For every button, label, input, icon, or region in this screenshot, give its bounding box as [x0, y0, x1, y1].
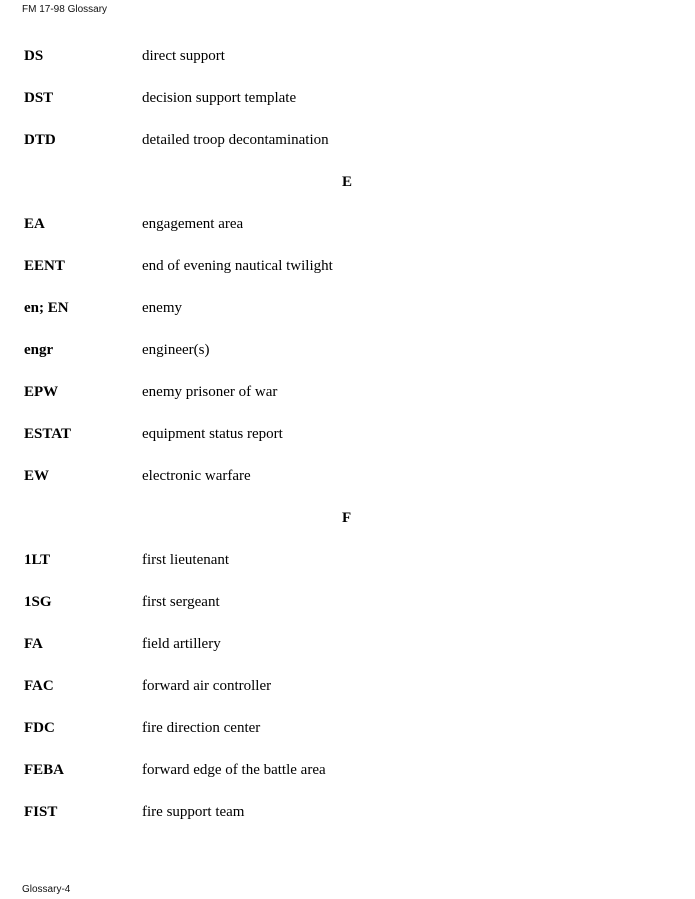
glossary-definition: first sergeant: [142, 594, 220, 610]
glossary-definition: end of evening nautical twilight: [142, 258, 333, 274]
glossary-entry: [0, 46, 695, 66]
glossary-definition: forward air controller: [142, 678, 272, 694]
glossary-entry: [0, 466, 695, 486]
page-footer: Glossary-4: [22, 884, 71, 895]
glossary-abbreviation: 1LT: [24, 552, 51, 568]
glossary-entry: [0, 802, 695, 822]
glossary-entry: [0, 760, 695, 780]
glossary-definition: enemy: [142, 300, 182, 316]
glossary-abbreviation: FEBA: [24, 762, 65, 778]
glossary-definition: forward edge of the battle area: [142, 762, 326, 778]
glossary-abbreviation: FAC: [24, 678, 54, 694]
glossary-definition: decision support template: [142, 90, 297, 106]
glossary-abbreviation: EW: [24, 468, 50, 484]
glossary-definition: fire support team: [142, 804, 245, 820]
glossary-abbreviation: FIST: [24, 804, 58, 820]
glossary-entry: [0, 214, 695, 234]
glossary-definition: first lieutenant: [142, 552, 230, 568]
glossary-abbreviation: DS: [24, 48, 44, 64]
glossary-definition: enemy prisoner of war: [142, 384, 278, 400]
glossary-abbreviation: engr: [24, 342, 54, 358]
glossary-definition: engineer(s): [142, 342, 210, 358]
glossary-entry: [0, 592, 695, 612]
glossary-entry: [0, 634, 695, 654]
glossary-abbreviation: 1SG: [24, 594, 52, 610]
glossary-abbreviation: FA: [24, 636, 43, 652]
glossary-entry: [0, 382, 695, 402]
glossary-abbreviation: FDC: [24, 720, 55, 736]
page-header: FM 17-98 Glossary: [22, 4, 108, 15]
glossary-abbreviation: DST: [24, 90, 54, 106]
glossary-definition: electronic warfare: [142, 468, 251, 484]
glossary-abbreviation: EENT: [24, 258, 65, 274]
glossary-abbreviation: EPW: [24, 384, 59, 400]
glossary-abbreviation: EA: [24, 216, 45, 232]
glossary-entry: [0, 718, 695, 738]
glossary-entry: [0, 424, 695, 444]
glossary-definition: engagement area: [142, 216, 244, 232]
glossary-definition: field artillery: [142, 636, 221, 652]
glossary-definition: fire direction center: [142, 720, 261, 736]
glossary-definition: equipment status report: [142, 426, 283, 442]
section-letter: F: [342, 510, 352, 526]
glossary-entry: [0, 130, 695, 150]
glossary-entry: [0, 298, 695, 318]
glossary-definition: direct support: [142, 48, 225, 64]
glossary-abbreviation: en; EN: [24, 300, 69, 316]
glossary-abbreviation: ESTAT: [24, 426, 71, 442]
glossary-entry: [0, 676, 695, 696]
glossary-definition: detailed troop decontamination: [142, 132, 329, 148]
glossary-entry: [0, 256, 695, 276]
section-letter: E: [342, 174, 353, 190]
glossary-entry: [0, 340, 695, 360]
glossary-abbreviation: DTD: [24, 132, 56, 148]
glossary-entry: [0, 550, 695, 570]
glossary-entry: [0, 88, 695, 108]
